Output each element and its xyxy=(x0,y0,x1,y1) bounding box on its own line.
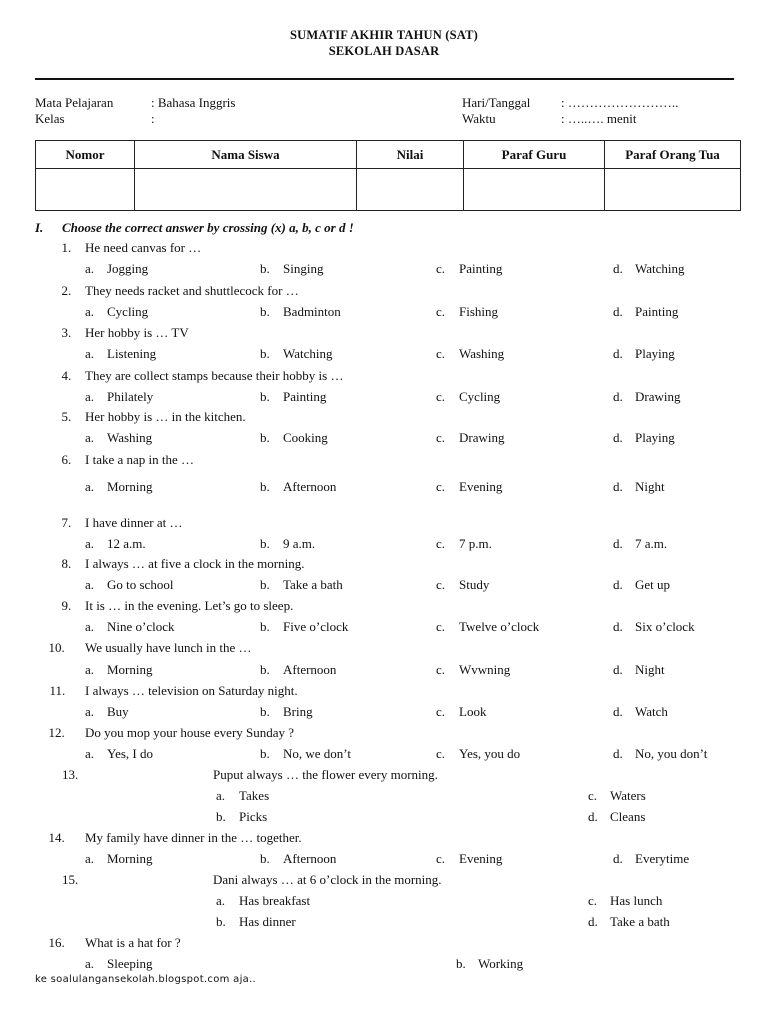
answer-option[interactable]: Working xyxy=(478,956,524,971)
answer-option[interactable]: Buy xyxy=(107,704,129,719)
cell-paraf-orang-tua[interactable] xyxy=(605,169,741,211)
question-number: 2. xyxy=(61,283,72,298)
option-letter: b. xyxy=(260,704,270,719)
option-letter: d. xyxy=(613,662,623,677)
question-text: They are collect stamps because their hobby is … xyxy=(85,368,344,383)
option-letter: b. xyxy=(456,956,466,971)
option-letter: b. xyxy=(260,261,270,276)
option-letter: d. xyxy=(613,389,623,404)
option-letter: b. xyxy=(216,914,226,929)
score-table xyxy=(35,140,741,211)
option-letter: b. xyxy=(260,346,270,361)
option-letter: a. xyxy=(216,893,226,908)
question-text: Puput always … the flower every morning. xyxy=(213,767,438,782)
option-letter: c. xyxy=(436,746,446,761)
option-letter: c. xyxy=(436,304,446,319)
answer-option[interactable]: Six o’clock xyxy=(635,619,695,634)
answer-option[interactable]: Has dinner xyxy=(239,914,296,929)
header-paraf-orang-tua: Paraf Orang Tua xyxy=(605,141,741,169)
option-letter: c. xyxy=(436,662,446,677)
question-text: They needs racket and shuttlecock for … xyxy=(85,283,299,298)
option-letter: c. xyxy=(436,851,446,866)
answer-option[interactable]: Fishing xyxy=(459,304,499,319)
section-instruction: Choose the correct answer by crossing (x) a, b, c or d ! xyxy=(62,220,354,235)
answer-option[interactable]: Go to school xyxy=(107,577,174,592)
option-letter: b. xyxy=(260,389,270,404)
option-letter: b. xyxy=(260,851,270,866)
answer-option[interactable]: 9 a.m. xyxy=(283,536,316,551)
answer-option[interactable]: Five o’clock xyxy=(283,619,349,634)
answer-option[interactable]: Bring xyxy=(283,704,313,719)
answer-option[interactable]: Afternoon xyxy=(283,851,337,866)
answer-option[interactable]: Night xyxy=(635,479,665,494)
answer-option[interactable]: Morning xyxy=(107,479,153,494)
answer-option[interactable]: Nine o’clock xyxy=(107,619,175,634)
answer-option[interactable]: Waters xyxy=(610,788,646,803)
answer-option[interactable]: Evening xyxy=(459,851,503,866)
subject-label: Mata Pelajaran xyxy=(35,95,114,110)
option-letter: b. xyxy=(216,809,226,824)
option-letter: b. xyxy=(260,577,270,592)
answer-option[interactable]: Has lunch xyxy=(610,893,663,908)
answer-option[interactable]: Afternoon xyxy=(283,479,337,494)
answer-option[interactable]: Washing xyxy=(459,346,505,361)
question-text: Her hobby is … TV xyxy=(85,325,189,340)
question-number: 10. xyxy=(48,640,65,655)
option-letter: b. xyxy=(260,479,270,494)
cell-nama-siswa[interactable] xyxy=(135,169,357,211)
answer-option[interactable]: Singing xyxy=(283,261,324,276)
option-letter: c. xyxy=(436,704,446,719)
answer-option[interactable]: Watch xyxy=(635,704,668,719)
time-value: : …..…. menit xyxy=(561,111,637,126)
option-letter: a. xyxy=(85,261,95,276)
header-divider xyxy=(35,78,734,80)
option-letter: d. xyxy=(613,704,623,719)
footer-credit: ke soalulangansekolah.blogspot.com aja.. xyxy=(35,974,257,985)
document-subtitle: SEKOLAH DASAR xyxy=(328,44,440,58)
answer-option[interactable]: Study xyxy=(459,577,490,592)
answer-option[interactable]: No, we don’t xyxy=(283,746,352,761)
answer-option[interactable]: Morning xyxy=(107,851,153,866)
answer-option[interactable]: Picks xyxy=(239,809,268,824)
class-label: Kelas xyxy=(35,111,65,126)
answer-option[interactable]: Playing xyxy=(635,346,675,361)
option-letter: a. xyxy=(85,479,95,494)
answer-option[interactable]: Sleeping xyxy=(107,956,153,971)
option-letter: d. xyxy=(613,346,623,361)
option-letter: a. xyxy=(85,619,95,634)
option-letter: a. xyxy=(85,389,95,404)
answer-option[interactable]: Playing xyxy=(635,430,675,445)
option-letter: a. xyxy=(85,536,95,551)
option-letter: c. xyxy=(436,346,446,361)
option-letter: a. xyxy=(85,956,95,971)
answer-option[interactable]: Morning xyxy=(107,662,153,677)
time-label: Waktu xyxy=(462,111,496,126)
question-number: 6. xyxy=(61,452,72,467)
question-text: It is … in the evening. Let’s go to sleep. xyxy=(85,598,294,613)
question-number: 7. xyxy=(61,515,72,530)
option-letter: c. xyxy=(436,577,446,592)
answer-option[interactable]: Washing xyxy=(107,430,153,445)
answer-option[interactable]: Painting xyxy=(459,261,503,276)
question-text: Do you mop your house every Sunday ? xyxy=(85,725,295,740)
option-letter: d. xyxy=(613,577,623,592)
header-nama-siswa: Nama Siswa xyxy=(135,141,357,169)
option-letter: c. xyxy=(436,619,446,634)
option-letter: b. xyxy=(260,619,270,634)
question-number: 1. xyxy=(61,240,72,255)
option-letter: d. xyxy=(613,851,623,866)
question-text: Her hobby is … in the kitchen. xyxy=(85,409,246,424)
option-letter: a. xyxy=(85,851,95,866)
score-table-header-row xyxy=(36,141,741,169)
date-label: Hari/Tanggal xyxy=(462,95,531,110)
question-number: 12. xyxy=(48,725,65,740)
subject-value: : Bahasa Inggris xyxy=(151,95,236,110)
section-number: I. xyxy=(35,220,44,235)
answer-option[interactable]: Take a bath xyxy=(283,577,343,592)
option-letter: a. xyxy=(216,788,226,803)
answer-option[interactable]: Painting xyxy=(283,389,327,404)
question-text: My family have dinner in the … together. xyxy=(85,830,302,845)
option-letter: a. xyxy=(85,304,95,319)
option-letter: c. xyxy=(588,788,598,803)
question-text: I take a nap in the … xyxy=(85,452,195,467)
answer-option[interactable]: 7 p.m. xyxy=(459,536,492,551)
answer-option[interactable]: Wvwning xyxy=(459,662,511,677)
option-letter: b. xyxy=(260,304,270,319)
question-text: I always … television on Saturday night. xyxy=(85,683,298,698)
question-number: 14. xyxy=(48,830,65,845)
answer-option[interactable]: Cleans xyxy=(610,809,646,824)
option-letter: d. xyxy=(613,304,623,319)
option-letter: d. xyxy=(613,746,623,761)
option-letter: c. xyxy=(436,479,446,494)
question-text: I always … at five a clock in the morning. xyxy=(85,556,305,571)
option-letter: b. xyxy=(260,536,270,551)
answer-option[interactable]: 12 a.m. xyxy=(107,536,146,551)
answer-option[interactable]: Takes xyxy=(239,788,270,803)
answer-option[interactable]: Everytime xyxy=(635,851,690,866)
option-letter: a. xyxy=(85,346,95,361)
cell-paraf-guru[interactable] xyxy=(464,169,605,211)
answer-option[interactable]: Cooking xyxy=(283,430,328,445)
option-letter: c. xyxy=(436,536,446,551)
answer-option[interactable]: Yes, you do xyxy=(459,746,521,761)
question-number: 3. xyxy=(61,325,72,340)
question-number: 4. xyxy=(61,368,72,383)
answer-option[interactable]: Cycling xyxy=(107,304,149,319)
answer-option[interactable]: 7 a.m. xyxy=(635,536,668,551)
option-letter: d. xyxy=(613,430,623,445)
option-letter: b. xyxy=(260,662,270,677)
date-value: : …………………….. xyxy=(561,95,679,110)
answer-option[interactable]: Night xyxy=(635,662,665,677)
header-nomor: Nomor xyxy=(36,141,135,169)
answer-option[interactable]: Yes, I do xyxy=(107,746,153,761)
option-letter: d. xyxy=(588,809,598,824)
class-value: : xyxy=(151,111,155,126)
answer-option[interactable]: Badminton xyxy=(283,304,341,319)
option-letter: b. xyxy=(260,430,270,445)
option-letter: a. xyxy=(85,662,95,677)
question-number: 9. xyxy=(61,598,72,613)
option-letter: a. xyxy=(85,430,95,445)
answer-option[interactable]: Drawing xyxy=(459,430,505,445)
cell-nomor[interactable] xyxy=(36,169,135,211)
option-letter: c. xyxy=(588,893,598,908)
option-letter: d. xyxy=(613,619,623,634)
answer-option[interactable]: Jogging xyxy=(107,261,149,276)
answer-option[interactable]: No, you don’t xyxy=(635,746,708,761)
answer-option[interactable]: Twelve o’clock xyxy=(459,619,540,634)
header-nilai: Nilai xyxy=(357,141,464,169)
option-letter: b. xyxy=(260,746,270,761)
question-number: 13. xyxy=(62,767,79,782)
option-letter: a. xyxy=(85,577,95,592)
option-letter: d. xyxy=(613,536,623,551)
answer-option[interactable]: Watching xyxy=(635,261,685,276)
cell-nilai[interactable] xyxy=(357,169,464,211)
option-letter: d. xyxy=(588,914,598,929)
document-title: SUMATIF AKHIR TAHUN (SAT) xyxy=(289,28,478,42)
option-letter: a. xyxy=(85,704,95,719)
question-number: 16. xyxy=(48,935,65,950)
question-number: 8. xyxy=(61,556,72,571)
answer-option[interactable]: Philately xyxy=(107,389,154,404)
question-text: What is a hat for ? xyxy=(85,935,181,950)
score-table-entry-row xyxy=(36,169,741,211)
answer-option[interactable]: Afternoon xyxy=(283,662,337,677)
answer-option[interactable]: Get up xyxy=(635,577,671,592)
option-letter: d. xyxy=(613,479,623,494)
question-number: 15. xyxy=(62,872,79,887)
answer-option[interactable]: Drawing xyxy=(635,389,681,404)
answer-option[interactable]: Evening xyxy=(459,479,503,494)
answer-option[interactable]: Look xyxy=(459,704,487,719)
answer-option[interactable]: Take a bath xyxy=(610,914,670,929)
answer-option[interactable]: Watching xyxy=(283,346,333,361)
option-letter: a. xyxy=(85,746,95,761)
question-text: We usually have lunch in the … xyxy=(85,640,252,655)
question-text: He need canvas for … xyxy=(85,240,202,255)
option-letter: c. xyxy=(436,389,446,404)
question-text: I have dinner at … xyxy=(85,515,183,530)
question-number: 11. xyxy=(49,683,66,698)
option-letter: d. xyxy=(613,261,623,276)
answer-option[interactable]: Cycling xyxy=(459,389,501,404)
option-letter: c. xyxy=(436,430,446,445)
answer-option[interactable]: Painting xyxy=(635,304,679,319)
question-text: Dani always … at 6 o’clock in the morning. xyxy=(213,872,442,887)
answer-option[interactable]: Has breakfast xyxy=(239,893,311,908)
question-number: 5. xyxy=(61,409,72,424)
answer-option[interactable]: Listening xyxy=(107,346,157,361)
header-paraf-guru: Paraf Guru xyxy=(464,141,605,169)
option-letter: c. xyxy=(436,261,446,276)
